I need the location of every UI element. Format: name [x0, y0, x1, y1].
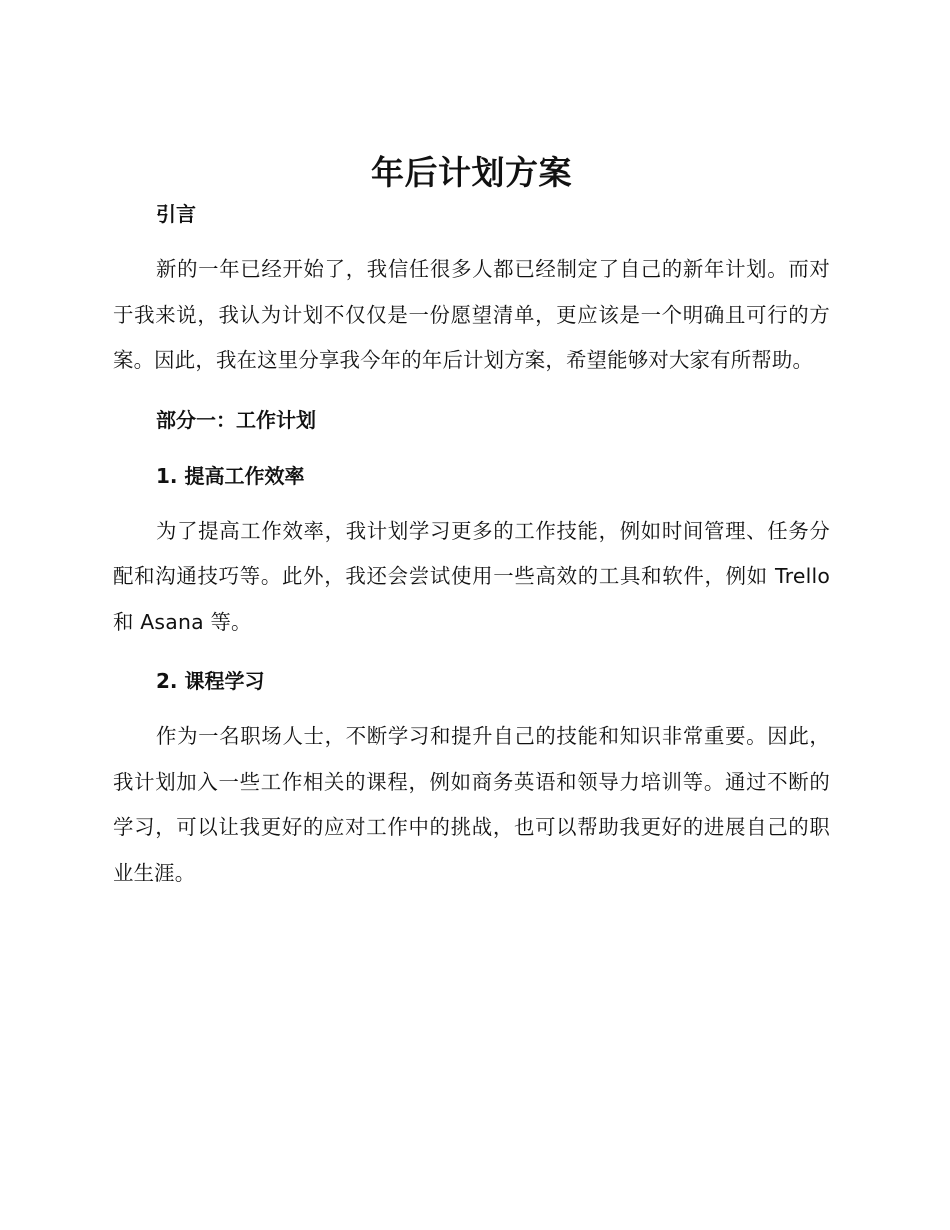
section1-heading: 1. 提高工作效率: [156, 463, 305, 488]
intro-heading: 引言: [156, 202, 196, 226]
document-title: 年后计划方案: [371, 153, 572, 192]
intro-paragraph: 新的一年已经开始了，我信任很多人都已经制定了自己的新年计划。而对于我来说，我认为计划不仅仅是一份愿望清单，更应该是一个明确且可行的方案。因此，我在这里分享我今年的年后计划方案，希望能够对大家有所帮助。: [113, 257, 830, 372]
section2-heading: 2. 课程学习: [156, 669, 265, 693]
part1-heading: 部分一：工作计划: [156, 407, 316, 432]
section1-paragraph: 为了提高工作效率，我计划学习更多的工作技能，例如时间管理、任务分配和沟通技巧等。此外，我还会尝试使用一些高效的工具和软件，例如 Trello 和 Asana 等。: [113, 518, 830, 634]
document-body: [113, 150, 830, 896]
section2-paragraph: 作为一名职场人士，不断学习和提升自己的技能和知识非常重要。因此，我计划加入一些工作相关的课程，例如商务英语和领导力培训等。通过不断的学习，可以让我更好的应对工作中的挑战，也可以帮助我更好的进展自己的职业生涯。: [113, 724, 830, 885]
